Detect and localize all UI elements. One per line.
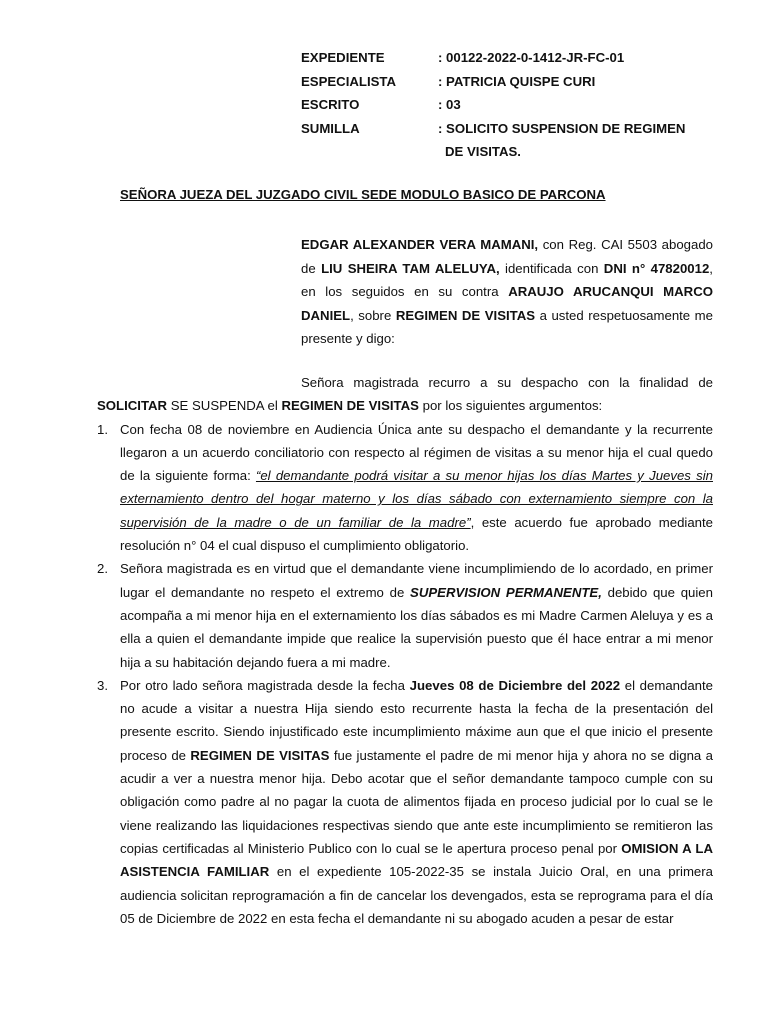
opening-bold: SOLICITAR [97,398,168,414]
item-text: en el expediente 105-2022-35 se instala Juicio Oral, en una primera audiencia solicitan reprogramación a fin de cancelar los devengados, esta se reprograma para el día 05 de Diciembre de 2022 en esta fecha el demandante ni su abogado acuden a pesar de estar [120,864,713,926]
case-header [301,50,741,167]
header-label: SUMILLA [301,120,360,136]
argument-item-3 [97,674,713,930]
dni-number: DNI n° 47820012 [603,260,710,276]
intro-text: , sobre [350,307,396,323]
header-value: : 03 [438,97,461,112]
opening-text: por los siguientes argumentos: [418,398,603,414]
lawyer-name: EDGAR ALEXANDER VERA MAMANI, [301,237,539,252]
item-number: 1. [97,421,108,437]
header-row-expediente [301,50,741,74]
item-bold-italic: SUPERVISION PERMANENTE, [410,584,602,600]
opening-text: Señora magistrada recurro a su despacho con la finalidad de [301,375,713,390]
opening-text: SE SUSPENDA el [167,398,282,414]
item-quote: “el demandante podrá visitar a su menor hijas los días Martes y Jueves sin externamiento dentro del hogar materno y los días sábado con externamiento siempre con la supervisión de la madre o de un familiar de la madre” [120,468,713,530]
header-row-especialista [301,74,741,98]
intro-text: a usted respetuosamente me presente y digo: [301,307,713,346]
sumilla-continuation: DE VISITAS. [445,144,521,159]
intro-text: , en los seguidos en su contra [301,260,713,299]
item-text: Señora magistrada es en virtud que el demandante viene incumplimiendo de lo acordado, en primer lugar el demandante no respeto el extremo de [120,561,713,600]
item-bold: OMISION A LA ASISTENCIA FAMILIAR [120,840,713,880]
document-body [97,371,713,930]
addressee-title: SEÑORA JUEZA DEL JUZGADO CIVIL SEDE MODULO BASICO DE PARCONA [120,187,606,202]
item-text: fue justamente el padre de mi menor hija y ahora no se digna a acudir a ver a nuestra menor hija. Debo acotar que el señor demandante tampoco cumple con su obligación como padre al no pagar la cuota de alimentos fijada en proceso judicial por lo cual se le viene realizando las liquidaciones respectivas siendo que ante este incumplimiento se remitieron las copias certificadas al Ministerio Publico con lo cual se le apertura proceso penal por [120,747,713,856]
item-bold: REGIMEN DE VISITAS [190,747,330,763]
item-number: 3. [97,677,108,693]
header-label: EXPEDIENTE [301,50,385,65]
case-matter: REGIMEN DE VISITAS [395,307,536,323]
item-text: el demandante no acude a visitar a nuestra Hija siendo esto recurrente hasta la fecha de la presentación del presente escrito. Siendo injustificado este incumplimiento máxime aun que el que inicio el presente proceso de [120,677,714,763]
header-value: : 00122-2022-0-1412-JR-FC-01 [438,50,625,65]
header-value: : SOLICITO SUSPENSION DE REGIMEN [438,120,686,136]
argument-item-2 [97,557,713,673]
item-text: , este acuerdo fue aprobado mediante resolución n° 04 el cual dispuso el cumplimiento obligatorio. [120,514,714,554]
header-value: : PATRICIA QUISPE CURI [438,73,596,89]
header-row-escrito [301,97,741,121]
item-bold: Jueves 08 de Diciembre del 2022 [409,677,621,693]
item-text: debido que quien acompaña a mi menor hija en el externamiento los días sábados es mi Madre Carmen Aleluya y es a ella a quien el demandante impide que realice la supervisión puesto que él hace entrar a mi menor hija a su habitación dejando fuera a mi madre. [120,584,713,670]
intro-text: identificada con [499,260,604,276]
item-text: Por otro lado señora magistrada desde la fecha [120,677,410,693]
intro-paragraph [301,233,713,351]
opening-bold: REGIMEN DE VISITAS [281,398,419,414]
argument-item-1 [97,418,713,558]
item-number: 2. [97,561,108,577]
client-name: LIU SHEIRA TAM ALELUYA, [321,260,500,276]
defendant-name: ARAUJO ARUCANQUI MARCO DANIEL [301,284,713,323]
header-row-sumilla [301,121,741,145]
header-label: ESCRITO [301,97,360,112]
argument-list [97,418,713,931]
header-label: ESPECIALISTA [301,73,397,89]
opening-paragraph [97,371,713,418]
item-text: Con fecha 08 de noviembre en Audiencia Única ante su despacho el demandante y la recurrente llegaron a un acuerdo conciliatorio con respecto al régimen de visitas a su menor hija el cual quedo de la siguiente forma: [120,421,713,484]
intro-text: con Reg. CAI 5503 abogado de [301,237,713,276]
